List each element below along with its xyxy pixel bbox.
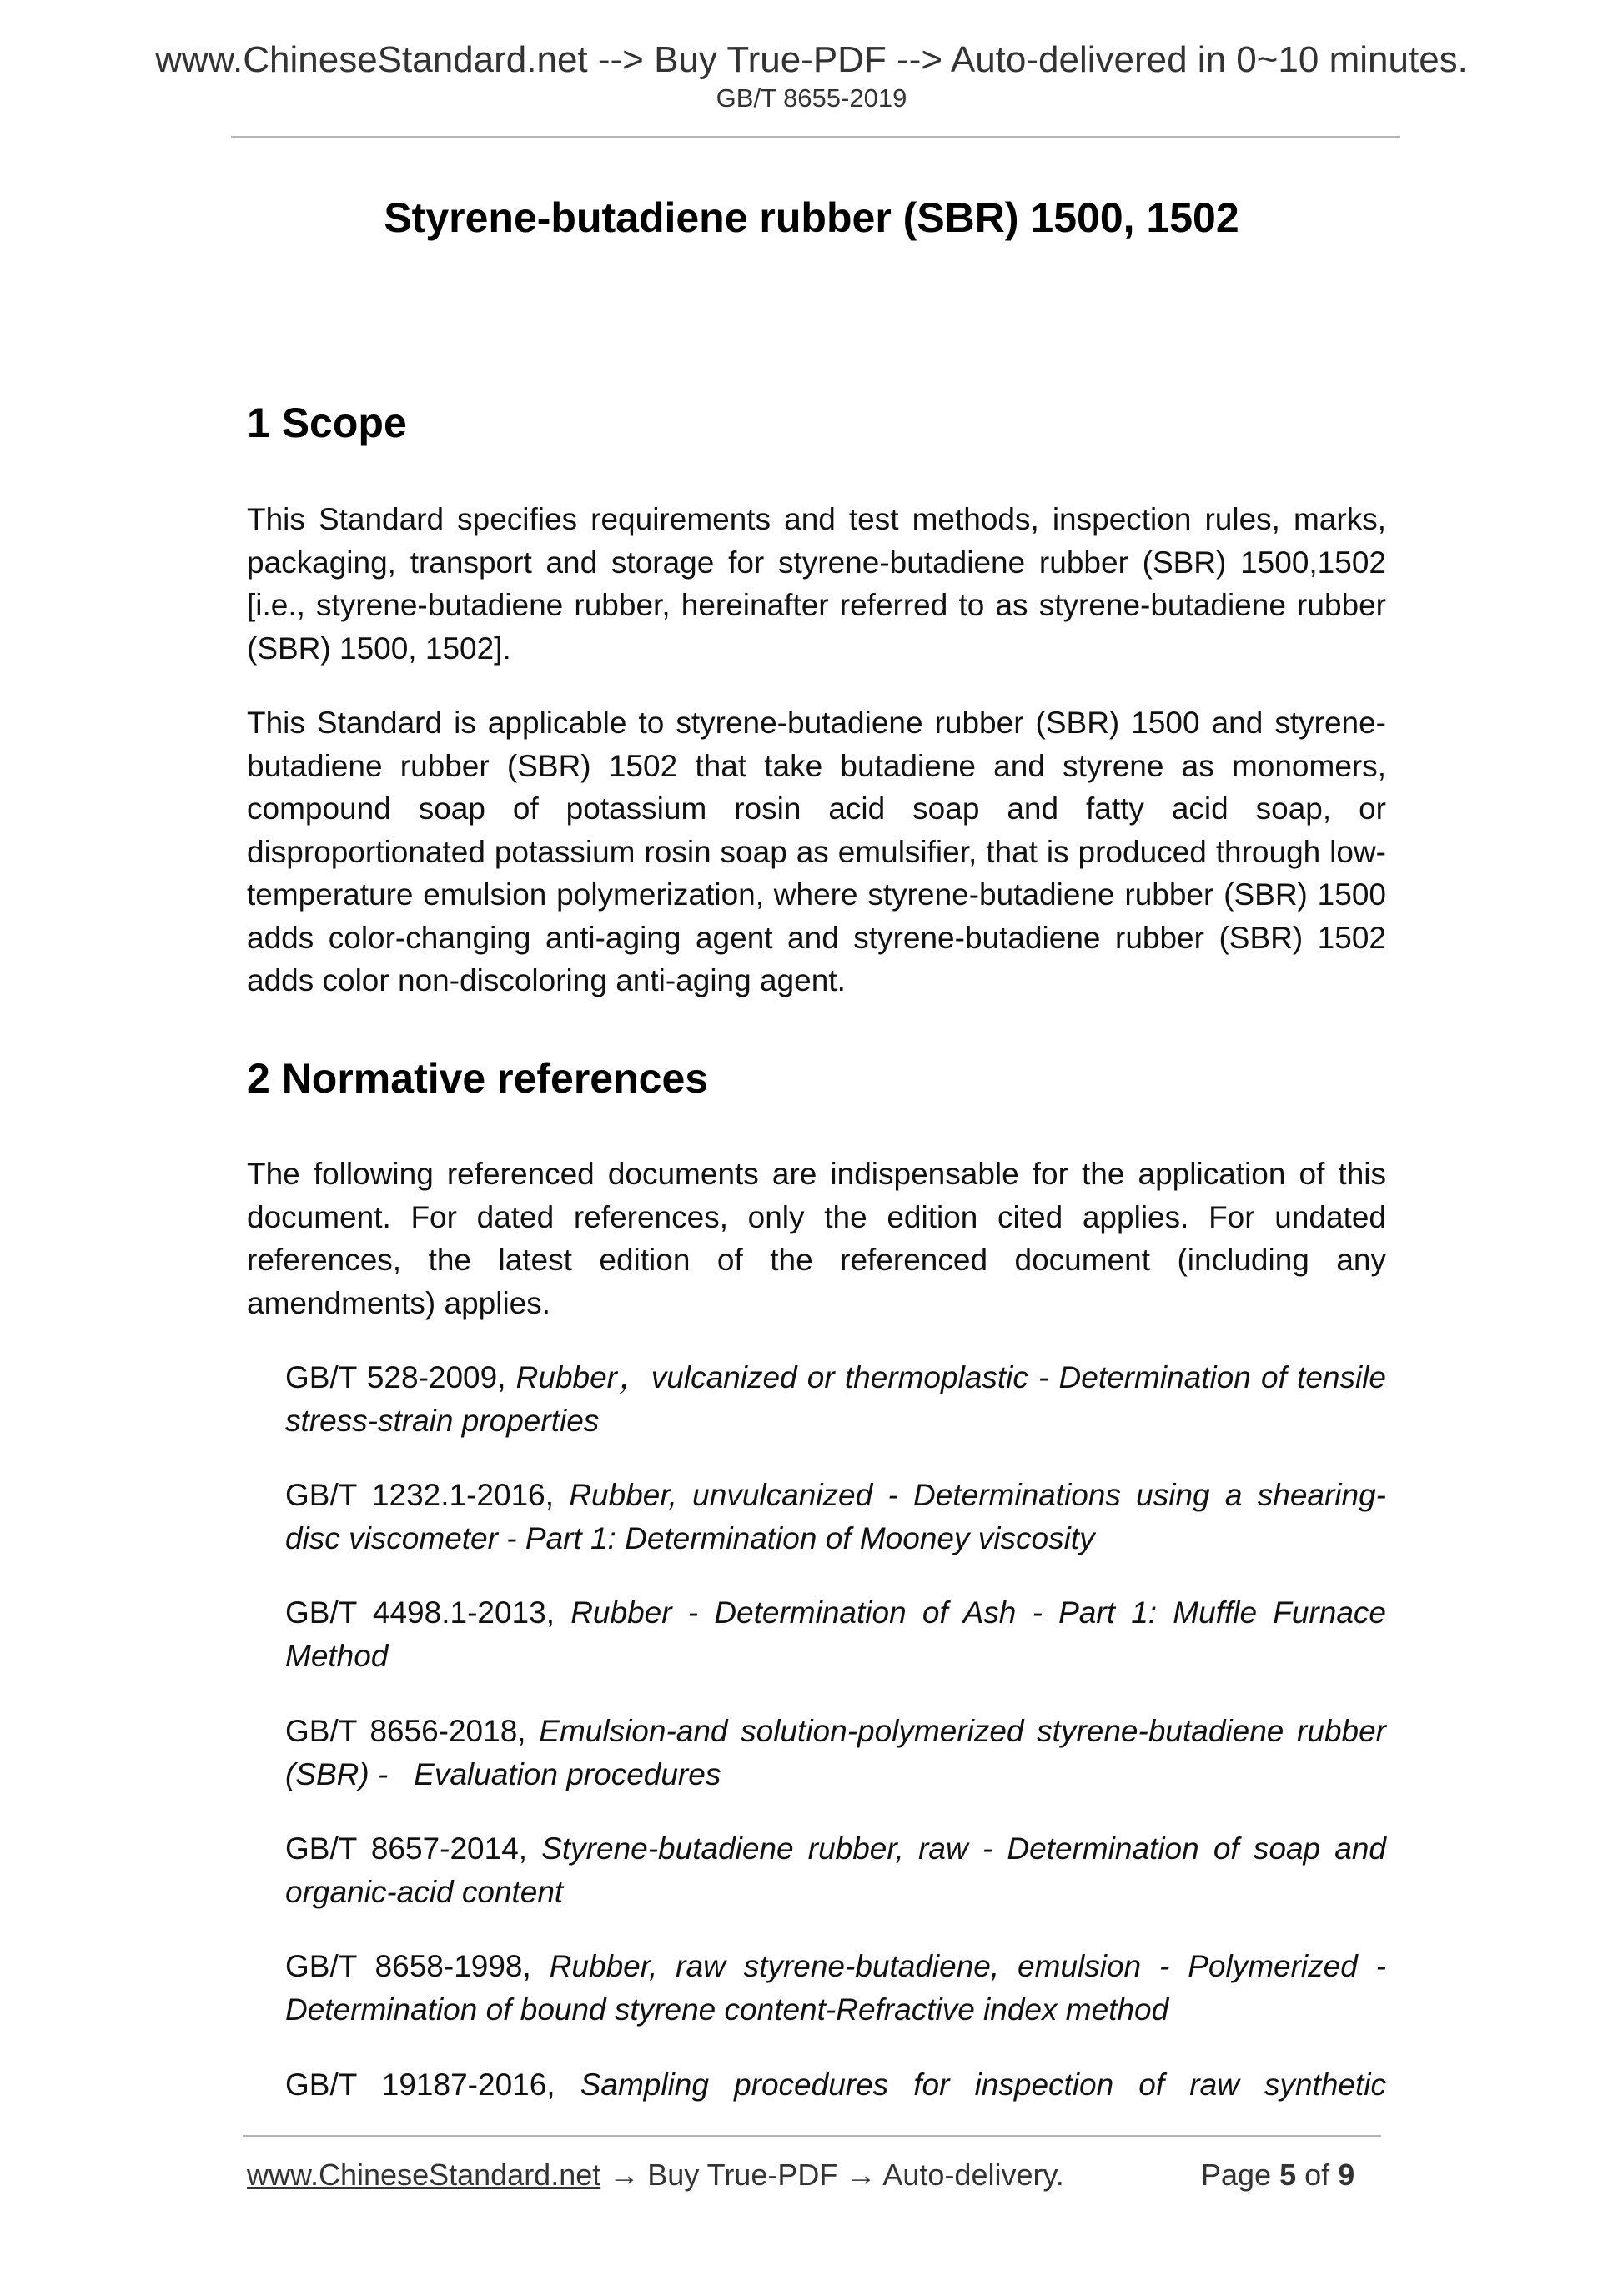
arrow-right-icon: → xyxy=(846,2158,877,2192)
reference-title: Rubber - Determination of Ash - Part 1: Muffle Furnace Method xyxy=(285,1595,1386,1673)
section-heading-normative: 2 Normative references xyxy=(247,1055,709,1102)
reference-code: GB/T 19187-2016, xyxy=(285,2067,580,2102)
footer-divider xyxy=(243,2135,1381,2137)
reference-code: GB/T 528-2009, xyxy=(285,1360,516,1394)
footer-buy-text: Buy True-PDF xyxy=(647,2158,838,2192)
page-total: 9 xyxy=(1338,2158,1355,2192)
reference-item xyxy=(285,1710,1395,1796)
reference-title: Sampling procedures for inspection of raw synthetic xyxy=(580,2067,1386,2102)
scope-paragraph-1: This Standard specifies requirements and test methods, inspection rules, marks, packaging, transport and storage for styrene-butadiene rubber (SBR) 1500,1502 [i.e., styrene-butadiene rubber, hereinafter referred to as styrene-butadiene rubber (SBR) 1500, 1502]. xyxy=(247,502,1386,666)
normative-intro: The following referenced documents are indispensable for the application of this document. For dated references, only the edition cited applies. For undated references, the latest edition of the referenced document (including any amendments) applies. xyxy=(247,1157,1386,1320)
reference-title: Rubber, unvulcanized - Determinations using a shearing-disc viscometer - Part 1: Determination of Mooney viscosity xyxy=(285,1478,1386,1555)
reference-title: Emulsion-and solution-polymerized styrene-butadiene rubber (SBR) - Evaluation procedures xyxy=(285,1714,1395,1791)
footer-auto-text: Auto-delivery. xyxy=(882,2158,1064,2192)
page-of-label: of xyxy=(1304,2158,1330,2192)
reference-code: GB/T 1232.1-2016, xyxy=(285,1478,570,1512)
reference-item xyxy=(285,1591,1386,1677)
page-label: Page xyxy=(1201,2158,1272,2192)
reference-code: GB/T 8657-2014, xyxy=(285,1831,542,1866)
reference-item xyxy=(285,1827,1386,1913)
reference-item xyxy=(285,2063,1386,2107)
reference-title: Rubber, raw styrene-butadiene, emulsion - Polymerized - Determination of bound styrene content-Refractive index method xyxy=(285,1949,1387,2027)
footer-site-link[interactable]: www.ChineseStandard.net xyxy=(247,2158,601,2192)
section-heading-scope: 1 Scope xyxy=(247,399,407,446)
reference-code: GB/T 4498.1-2013, xyxy=(285,1595,571,1630)
reference-item xyxy=(285,1945,1386,2031)
page-current: 5 xyxy=(1279,2158,1297,2192)
reference-title: Rubber，vulcanized or thermoplastic - Determination of tensile stress-strain properties xyxy=(285,1360,1387,1438)
footer-promo xyxy=(247,2158,1064,2193)
header-divider xyxy=(231,136,1400,138)
document-title: Styrene-butadiene rubber (SBR) 1500, 1502 xyxy=(384,194,1239,241)
scope-paragraph-2: This Standard is applicable to styrene-butadiene rubber (SBR) 1500 and styrene-butadiene rubber (SBR) 1502 that take butadiene and styrene as monomers, compound soap of potassium rosin acid soap and fatty acid soap, or disproportionated potassium rosin soap as emulsifier, that is produced through low-temperature emulsion polymerization, where styrene-butadiene rubber (SBR) 1500 adds color-changing anti-aging agent and styrene-butadiene rubber (SBR) 1502 adds color non-discoloring anti-aging agent. xyxy=(247,706,1386,997)
standard-code: GB/T 8655-2019 xyxy=(716,83,907,113)
reference-item xyxy=(285,1474,1386,1560)
reference-code: GB/T 8658-1998, xyxy=(285,1949,550,1983)
reference-title: Styrene-butadiene rubber, raw - Determination of soap and organic-acid content xyxy=(285,1831,1386,1909)
reference-code: GB/T 8656-2018, xyxy=(285,1714,540,1748)
top-banner: www.ChineseStandard.net --> Buy True-PDF --> Auto-delivered in 0~10 minutes. xyxy=(155,39,1468,80)
page-number xyxy=(1201,2158,1354,2193)
arrow-right-icon: → xyxy=(609,2158,640,2192)
reference-item xyxy=(285,1356,1386,1442)
